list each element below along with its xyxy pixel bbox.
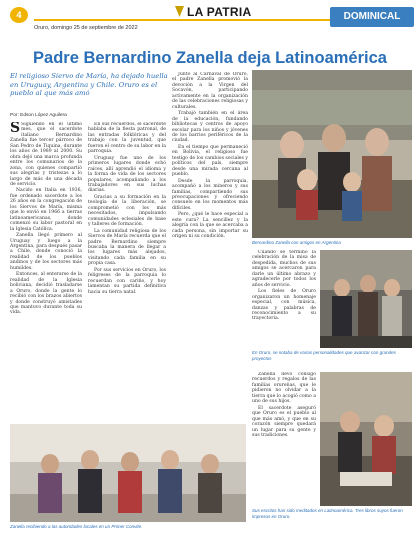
paragraph: Por sus servicios en Oruro, los feligreses de la parroquia lo recuerdan con cariño, y hoy lamentan su partida definitiva hacia su tierra natal. <box>88 267 166 295</box>
article-column-5 <box>252 372 316 506</box>
paragraph: Nacido en Italia en 1936, fue ordenado sacerdote a los 26 años en la congregación de los Siervos de María, misma que lo envió en 1966 a tierras latinoamericanas, donde comenzó su labor pastoral en la Iglesia Católica. <box>10 188 82 232</box>
article-column-3 <box>172 72 248 418</box>
caption-photo-bottom-right: Sus escritos han sido meditados en Latinoamérica. Tres libros suyos fueron impresos en Oruro. <box>252 508 403 519</box>
caption-photo-bottom-left: Zanella recibiendo a las autoridades locales en un Primer Convite. <box>10 524 143 529</box>
photo-image <box>320 372 412 506</box>
newspaper-brand <box>175 5 251 19</box>
paragraph: Junto al Carnaval de Oruro, el padre Zanella promovió la devoción a la Virgen del Socavón, participando activamente en la organización de las celebraciones religiosas y culturales. <box>172 72 248 110</box>
paragraph: Siguiendo en el último mes, que el sacerdote italiano Bernardino Zanella fue tercer párroco de San Pedro de Tiquina, durante los años de 1989 al 2000. Su obra dejó una marca profunda entre los comunarios de la zona, con quienes compartió sus alegrías y tristezas a lo largo de más de una década de servicio. <box>10 122 82 187</box>
paragraph: La comunidad religiosa de los Siervos de María recuerda que el padre Bernardino siempre buscaba la manera de llegar a los lugares más alejados, visitando cada familia en su propia casa. <box>88 228 166 267</box>
paragraph: Los fieles de Oruro organizaron un homenaje especial, con música, danzas y palabras de reconocimiento a su trayectoria. <box>252 289 316 322</box>
photo-image <box>320 250 412 348</box>
lead-box <box>10 72 168 108</box>
paragraph: En sus recuerdos, el sacerdote hablaba de la fiesta patronal, de las entradas folklóricas y del trabajo con la juventud, que fueron el centro de su labor en la parroquia. <box>88 122 166 155</box>
paragraph: En el tiempo que permaneció en Bolivia, el religioso fue testigo de los cambios sociales y políticos del país, siempre desde una mirada cercana al pueblo. <box>172 144 248 178</box>
page-number: 4 <box>10 7 28 23</box>
paragraph: Pero, ¿qué le hace especial a este cura? La sencillez y la alegría con la que se acercaba a cada persona, sin importar su origen ni su condición. <box>172 212 248 240</box>
photo-books-oruro <box>320 372 412 506</box>
paragraph: Gracias a su formación en la teología de la liberación, se comprometió con los más necesitados, impulsando comunidades eclesiales de base y talleres de formación. <box>88 194 166 228</box>
article-headline: Padre Bernardino Zanella deja Latinoamérica <box>33 49 387 67</box>
photo-image <box>252 70 412 238</box>
paragraph: Uruguay fue uno de los primeros lugares donde echó raíces, allí aprendió el idioma y la forma de vida de los sectores populares, acompañando a los trabajadores en sus luchas diarias. <box>88 155 166 194</box>
photo-friends-argentina <box>252 70 412 238</box>
brand-logo-icon <box>175 6 184 17</box>
photo-oruro-personalities <box>320 250 412 348</box>
section-badge: DOMINICAL <box>330 7 414 27</box>
caption-photo-top-right: Bernardino Zanella con amigos en Argentina <box>252 240 341 245</box>
paragraph: El sacerdote aseguró que Oruro es el pueblo al que más amó, y que en su corazón siempre quedará un lugar para su gente y sus tradiciones. <box>252 405 316 438</box>
photo-authorities-convite <box>10 424 246 522</box>
page-header <box>0 0 420 44</box>
paragraph: Entonces, al enterarse de la realidad de la Iglesia boliviana, decidió trasladarse a Oruro, donde la gente lo recibió con los brazos abiertos y donde construyó amistades que mantuvo durante toda su vida. <box>10 272 82 316</box>
paragraph: Zanella llevó consigo recuerdos y regalos de las familias orureñas, que le pidieron no olvidar a la tierra que lo acogió como a uno de sus hijos. <box>252 372 316 405</box>
photo-image <box>10 424 246 522</box>
brand-name: LA PATRIA <box>187 5 252 19</box>
byline: Por: Edson López Aguilera <box>10 113 67 118</box>
caption-photo-mid-right: En Oruro, se notaba de varias personalidades que avanzar con grandes proyectos <box>252 350 396 361</box>
paragraph: Cuando se terminó la celebración de la misa de despedida, muchos de sus amigos se acercaron para darle un último abrazo y agradecerle por todos los años de servicio. <box>252 250 316 288</box>
drop-cap: S <box>10 122 21 136</box>
header-rule <box>34 19 330 21</box>
article-column-2 <box>88 122 166 418</box>
article-lead: El religioso Siervo de María, ha dejado huella en Uruguay, Argentina y Chile. Oruro es el pueblo al que más amó <box>10 72 168 98</box>
paragraph: Trabajó también en el área de la educación, fundando bibliotecas y centros de apoyo escolar para los niños y jóvenes de los barrios periféricos de la ciudad. <box>172 111 248 144</box>
paragraph: Desde la parroquia, acompañó a los mineros y sus familias, compartiendo sus preocupaciones y ofreciendo consuelo en los momentos más difíciles. <box>172 178 248 211</box>
article-column-1 <box>10 122 82 418</box>
publication-date: Oruro, domingo 25 de septiembre de 2022 <box>34 25 138 31</box>
paragraph: Zanella llegó primero al Uruguay y luego a la Argentina, para después pasar a Chile, donde conoció la realidad de los pueblos andinos y de los sectores más humildes. <box>10 233 82 271</box>
article-column-4 <box>252 250 316 342</box>
